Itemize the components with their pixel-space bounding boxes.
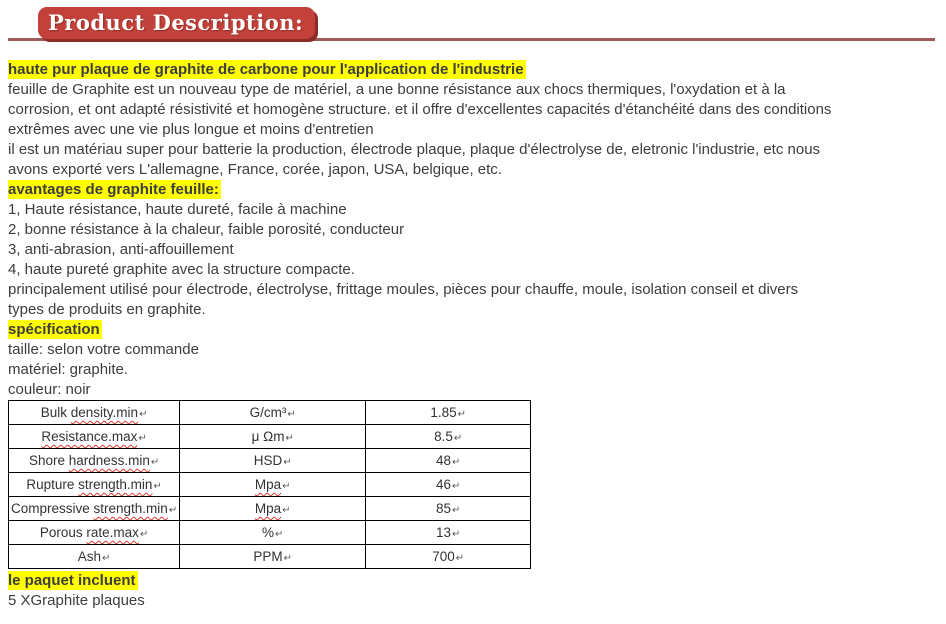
highlighted-text-line: haute pur plaque de graphite de carbone pour l'application de l'industrie — [8, 61, 524, 78]
text-line: matériel: graphite. — [8, 361, 129, 378]
text-line: corrosion, et ont adapté résistivité et homogène structure. et il offre d'excellentes capacités d'étanchéité dans des conditions — [8, 101, 832, 118]
highlighted-text-line: le paquet incluent — [8, 572, 136, 589]
spec-name-cell: Shore hardness.min↵ — [9, 449, 180, 473]
text-line: 4, haute pureté graphite avec la structure compacte. — [8, 261, 355, 278]
return-mark: ↵ — [283, 553, 293, 564]
spec-unit-cell: PPM↵ — [180, 545, 366, 569]
table-row — [9, 545, 531, 569]
return-mark: ↵ — [153, 481, 162, 492]
section-header — [0, 0, 946, 58]
spec-name-cell: Bulk density.min↵ — [9, 401, 180, 425]
spec-value-cell: 48↵ — [366, 449, 531, 473]
spec-table — [8, 400, 531, 569]
return-mark: ↵ — [282, 505, 291, 516]
text-line: 3, anti-abrasion, anti-affouillement — [8, 241, 234, 258]
highlighted-text-line: spécification — [8, 321, 100, 338]
return-mark: ↵ — [282, 481, 291, 492]
return-mark: ↵ — [287, 409, 296, 420]
table-row — [9, 521, 531, 545]
return-mark: ↵ — [457, 409, 467, 420]
return-mark: ↵ — [455, 553, 465, 564]
description-body — [0, 58, 946, 400]
product-description-title: Product Description: — [38, 7, 315, 39]
spec-unit-cell: μ Ωm↵ — [180, 425, 366, 449]
return-mark: ↵ — [452, 505, 461, 516]
spec-name-cell: Compressive strength.min↵ — [9, 497, 180, 521]
table-row — [9, 497, 531, 521]
return-mark: ↵ — [452, 481, 461, 492]
return-mark: ↵ — [283, 457, 292, 468]
highlighted-text-line: avantages de graphite feuille: — [8, 181, 219, 198]
spec-value-cell: 1.85↵ — [366, 401, 531, 425]
table-row — [9, 449, 531, 473]
return-mark: ↵ — [452, 457, 461, 468]
text-line: extrêmes avec une vie plus longue et moins d'entretien — [8, 121, 374, 138]
text-line: 5 XGraphite plaques — [8, 592, 145, 609]
text-line: types de produits en graphite. — [8, 301, 206, 318]
table-row — [9, 473, 531, 497]
spec-name-cell: Resistance.max↵ — [9, 425, 180, 449]
spec-value-cell: 46↵ — [366, 473, 531, 497]
spec-value-cell: 8.5↵ — [366, 425, 531, 449]
table-row — [9, 425, 531, 449]
return-mark: ↵ — [139, 529, 149, 540]
return-mark: ↵ — [453, 433, 463, 444]
return-mark: ↵ — [285, 433, 294, 444]
spec-name-cell: Ash↵ — [9, 545, 180, 569]
text-line: taille: selon votre commande — [8, 341, 199, 358]
spec-name-cell: Porous rate.max↵ — [9, 521, 180, 545]
spec-unit-cell: %↵ — [180, 521, 366, 545]
return-mark: ↵ — [102, 553, 111, 564]
text-line: il est un matériau super pour batterie la production, électrode plaque, plaque d'électrolyse de, eletronic l'industrie, etc nous — [8, 141, 821, 158]
return-mark: ↵ — [452, 529, 461, 540]
text-line: 2, bonne résistance à la chaleur, faible porosité, conducteur — [8, 221, 405, 238]
text-line: avons exporté vers L'allemagne, France, corée, japon, USA, belgique, etc. — [8, 161, 502, 178]
spec-unit-cell: HSD↵ — [180, 449, 366, 473]
text-line: principalement utilisé pour électrode, électrolyse, frittage moules, pièces pour chauffe, moule, isolation conseil et divers — [8, 281, 799, 298]
return-mark: ↵ — [275, 529, 284, 540]
text-line: 1, Haute résistance, haute dureté, facile à machine — [8, 201, 347, 218]
spec-value-cell: 13↵ — [366, 521, 531, 545]
text-line: couleur: noir — [8, 381, 91, 398]
spec-value-cell: 85↵ — [366, 497, 531, 521]
table-row — [9, 401, 531, 425]
return-mark: ↵ — [150, 457, 160, 468]
package-info — [0, 569, 946, 611]
spec-value-cell: 700↵ — [366, 545, 531, 569]
return-mark: ↵ — [139, 409, 148, 420]
spec-unit-cell: Mpa↵ — [180, 497, 366, 521]
return-mark: ↵ — [138, 433, 147, 444]
text-line: feuille de Graphite est un nouveau type de matériel, a une bonne résistance aux chocs thermiques, l'oxydation et à la — [8, 81, 786, 98]
spec-name-cell: Rupture strength.min↵ — [9, 473, 180, 497]
spec-unit-cell: G/cm³↵ — [180, 401, 366, 425]
return-mark: ↵ — [168, 505, 178, 516]
spec-unit-cell: Mpa↵ — [180, 473, 366, 497]
